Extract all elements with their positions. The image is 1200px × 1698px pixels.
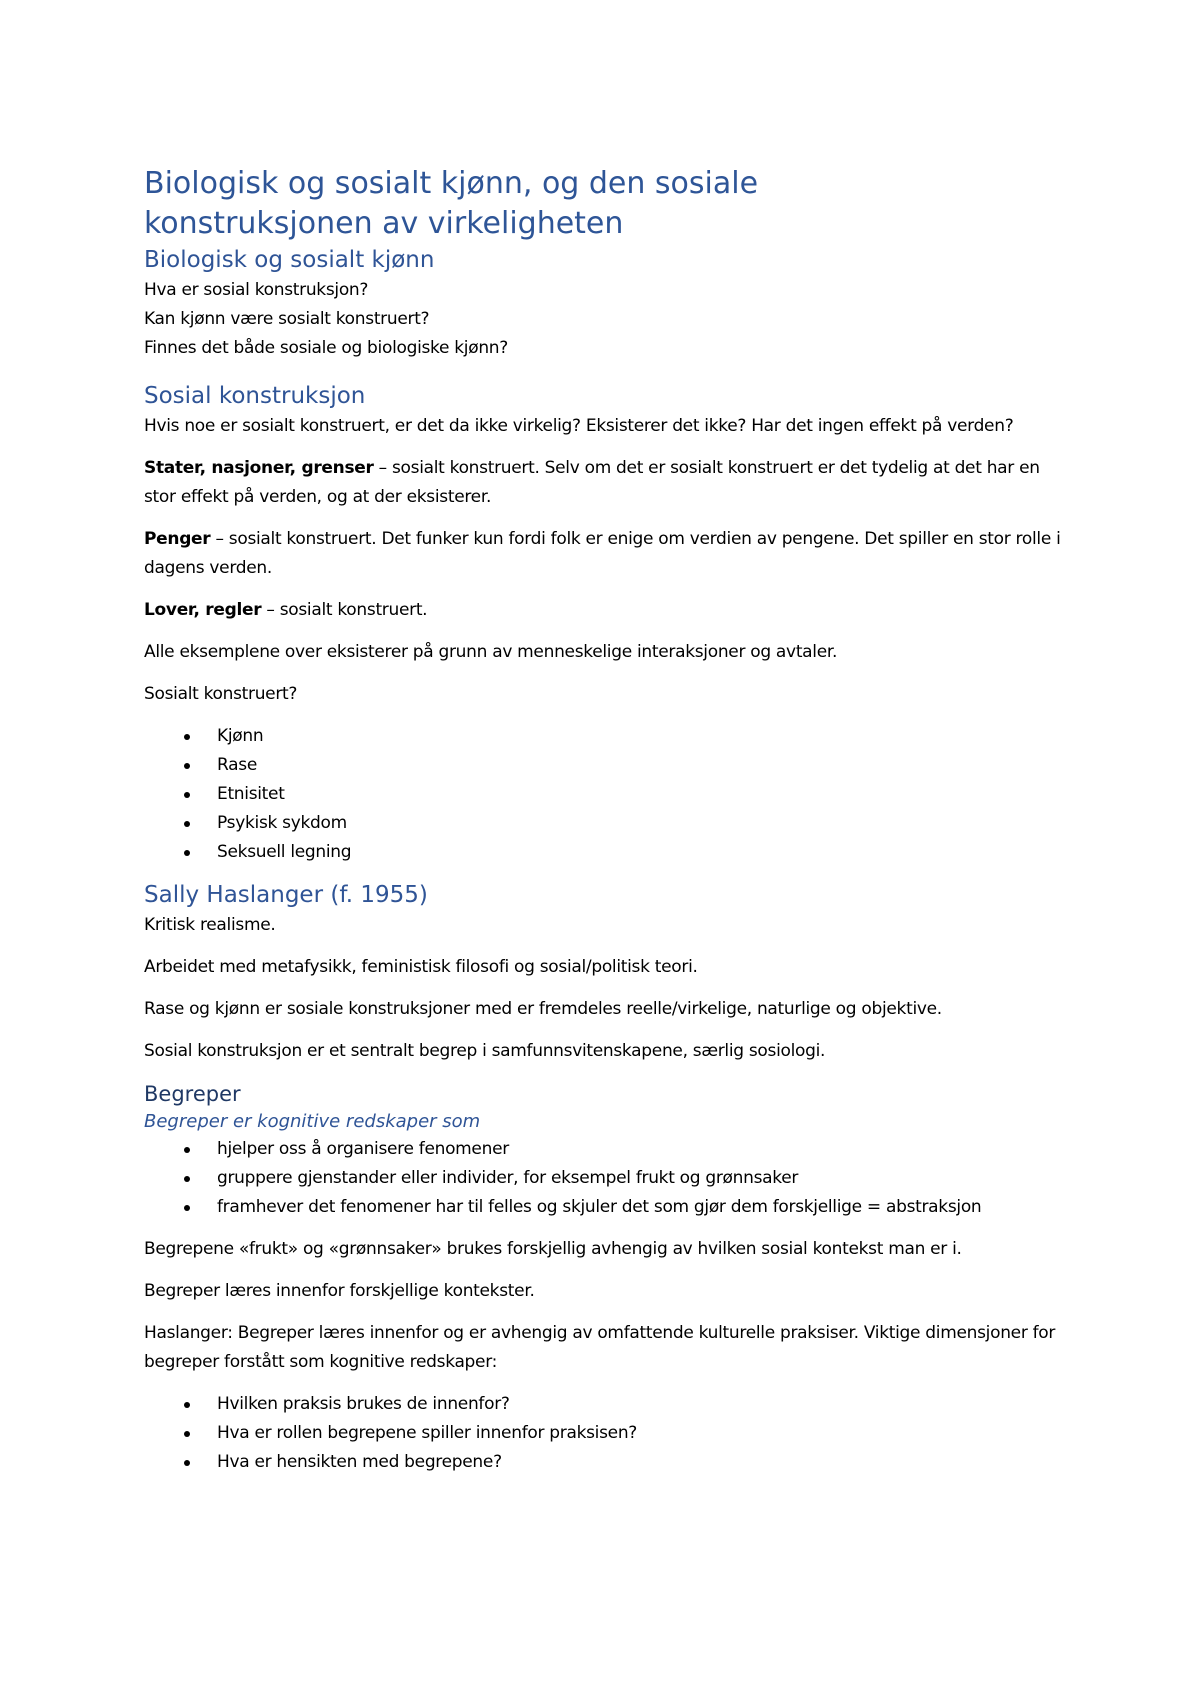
bullet-icon [184,792,190,798]
bold-term: Stater, nasjoner, grenser [144,458,374,478]
paragraph-text: – sosialt konstruert. [261,600,428,620]
paragraph: Begrepene «frukt» og «grønnsaker» brukes forskjellig avhengig av hvilken sosial kontekst man er i. [144,1239,962,1259]
list-item: hjelper oss å organisere fenomener [144,1135,1064,1164]
list-item: Psykisk sykdom [144,809,1064,838]
list-item: Rase [144,751,1064,780]
bullet-icon [184,850,190,856]
title-line-1: Biologisk og sosialt kjønn, og den sosiale [144,166,759,201]
paragraph: Hvis noe er sosialt konstruert, er det da ikke virkelig? Eksisterer det ikke? Har det ingen effekt på verden? [144,416,1014,436]
bold-term: Lover, regler [144,600,262,620]
bullet-icon [184,1460,190,1466]
paragraph: Arbeidet med metafysikk, feministisk filosofi og sosial/politisk teori. [144,957,698,977]
paragraph: Kritisk realisme. [144,915,276,935]
list-item: Seksuell legning [144,838,1064,867]
paragraph: Begreper læres innenfor forskjellige kontekster. [144,1281,535,1301]
paragraph-stater [144,454,1064,512]
paragraph: Haslanger: Begreper læres innenfor og er avhengig av omfattende kulturelle praksiser. Viktige dimensjoner for begreper forstått som kognitive redskaper: [144,1323,1056,1372]
paragraph-penger [144,525,1064,583]
title-line-2: konstruksjonen av virkeligheten [144,206,624,241]
bullet-list [144,1390,1064,1477]
paragraph-lover [144,596,1064,625]
bullet-icon [184,1205,190,1211]
bold-term: Penger [144,529,211,549]
bullet-icon [184,1147,190,1153]
question-line: Hva er sosial konstruksjon? [144,280,369,300]
paragraph: Sosial konstruksjon er et sentralt begrep i samfunnsvitenskapene, særlig sosiologi. [144,1041,826,1061]
paragraph-text: – sosialt konstruert. Det funker kun fordi folk er enige om verdien av pengene. Det spiller en stor rolle i dagens verden. [144,529,1061,578]
list-item: gruppere gjenstander eller individer, for eksempel frukt og grønnsaker [144,1164,1064,1193]
bullet-icon [184,1402,190,1408]
paragraph: Sosialt konstruert? [144,684,298,704]
question-line: Finnes det både sosiale og biologiske kjønn? [144,338,509,358]
paragraph: Rase og kjønn er sosiale konstruksjoner med er fremdeles reelle/virkelige, naturlige og objektive. [144,999,942,1019]
bullet-icon [184,821,190,827]
bullet-icon [184,763,190,769]
document-content [144,164,1064,1477]
heading-begreper: Begreper [144,1082,241,1106]
bullet-list [144,722,1064,867]
question-line: Kan kjønn være sosialt konstruert? [144,309,430,329]
list-item: framhever det fenomener har til felles og skjuler det som gjør dem forskjellige = abstraksjon [144,1193,1064,1222]
document-title [144,164,1064,244]
bullet-list [144,1135,1064,1222]
bullet-icon [184,1431,190,1437]
bullet-icon [184,734,190,740]
heading-sosial-konstruksjon: Sosial konstruksjon [144,383,366,409]
list-item: Kjønn [144,722,1064,751]
heading-biologisk-og-sosialt-kjonn: Biologisk og sosialt kjønn [144,247,435,273]
paragraph: Alle eksemplene over eksisterer på grunn av menneskelige interaksjoner og avtaler. [144,642,838,662]
list-item: Etnisitet [144,780,1064,809]
list-item: Hvilken praksis brukes de innenfor? [144,1390,1064,1419]
paragraph-text: – sosialt konstruert. Selv om det er sosialt konstruert er det tydelig at det har en stor effekt på verden, og at der eksisterer. [144,458,1040,507]
list-item: Hva er hensikten med begrepene? [144,1448,1064,1477]
subheading-begreper: Begreper er kognitive redskaper som [144,1111,481,1132]
heading-sally-haslanger: Sally Haslanger (f. 1955) [144,882,428,908]
bullet-icon [184,1176,190,1182]
list-item: Hva er rollen begrepene spiller innenfor praksisen? [144,1419,1064,1448]
